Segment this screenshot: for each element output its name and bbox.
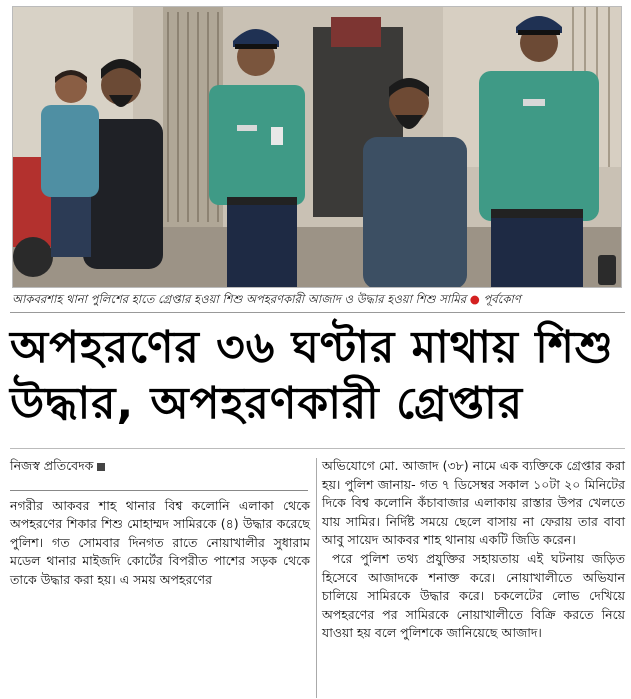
caption-text: আকবরশাহ থানা পুলিশের হাতে গ্রেপ্তার হওয়া শিশু অপহরণকারী আজাদ ও উদ্ধার হওয়া শিশু সামির <box>12 292 467 306</box>
byline-divider <box>10 490 308 491</box>
headline-line-1: অপহরণের ৩৬ ঘণ্টার মাথায় শিশু <box>10 322 614 373</box>
caption-divider <box>10 312 625 313</box>
photo-illustration <box>13 7 622 288</box>
byline: নিজস্ব প্রতিবেদক <box>10 457 310 476</box>
caption-bullet-icon: ● <box>469 292 480 306</box>
article-paragraph: নগরীর আকবর শাহ থানার বিশ্ব কলোনি এলাকা থেকে অপহরণের শিকার শিশু মোহাম্মদ সামিরকে (৪) উদ্ধার করেছে পুলিশ। গত সোমবার দিনগত রাতে নোয়াখালীর সুধারাম মডেল থানার মাইজদি কোর্টের বিপরীত পাশের সড়ক থেকে তাকে উদ্ধার করা হয়। এ সময় অপহরণের <box>10 497 310 587</box>
byline-square-icon <box>97 463 105 471</box>
photo-credit: পূর্বকোণ <box>483 292 521 306</box>
article-paragraph: পরে পুলিশ তথ্য প্রযুক্তির সহায়তায় এই ঘটনায় জড়িত হিসেবে আজাদকে শনাক্ত করে। নোয়াখালীতে অভিযান চালিয়ে সামিরকে উদ্ধার করে। চকলেটের লোভ দেখিয়ে অপহরণের পর সামিরকে নোয়াখালীতে বিক্রি করতে নিয়ে যাওয়া হয় বলে পুলিশকে জানিয়েছে আজাদ। <box>322 550 625 641</box>
headline <box>10 320 628 432</box>
article-column-left <box>10 457 310 590</box>
headline-divider <box>10 448 625 449</box>
article-column-right <box>322 457 625 643</box>
photo-caption <box>12 291 627 311</box>
article-paragraph: অভিযোগে মো. আজাদ (৩৮) নামে এক ব্যক্তিকে গ্রেপ্তার করা হয়। পুলিশ জানায়- গত ৭ ডিসেম্বর সকাল ১০টা ২০ মিনিটের দিকে বিশ্ব কলোনি কঁচাবাজার এলাকায় রাস্তার উপর খেলতে যায় সামির। নির্দিষ্ট সময়ে ছেলে বাসায় না ফেরায় তার বাবা আবু সায়েদ আকবর শাহ থানায় একটি জিডি করেন। <box>322 458 625 548</box>
headline-line-2: উদ্ধার, অপহরণকারী গ্রেপ্তার <box>10 378 524 429</box>
column-divider <box>316 458 317 698</box>
news-photo <box>12 6 622 288</box>
